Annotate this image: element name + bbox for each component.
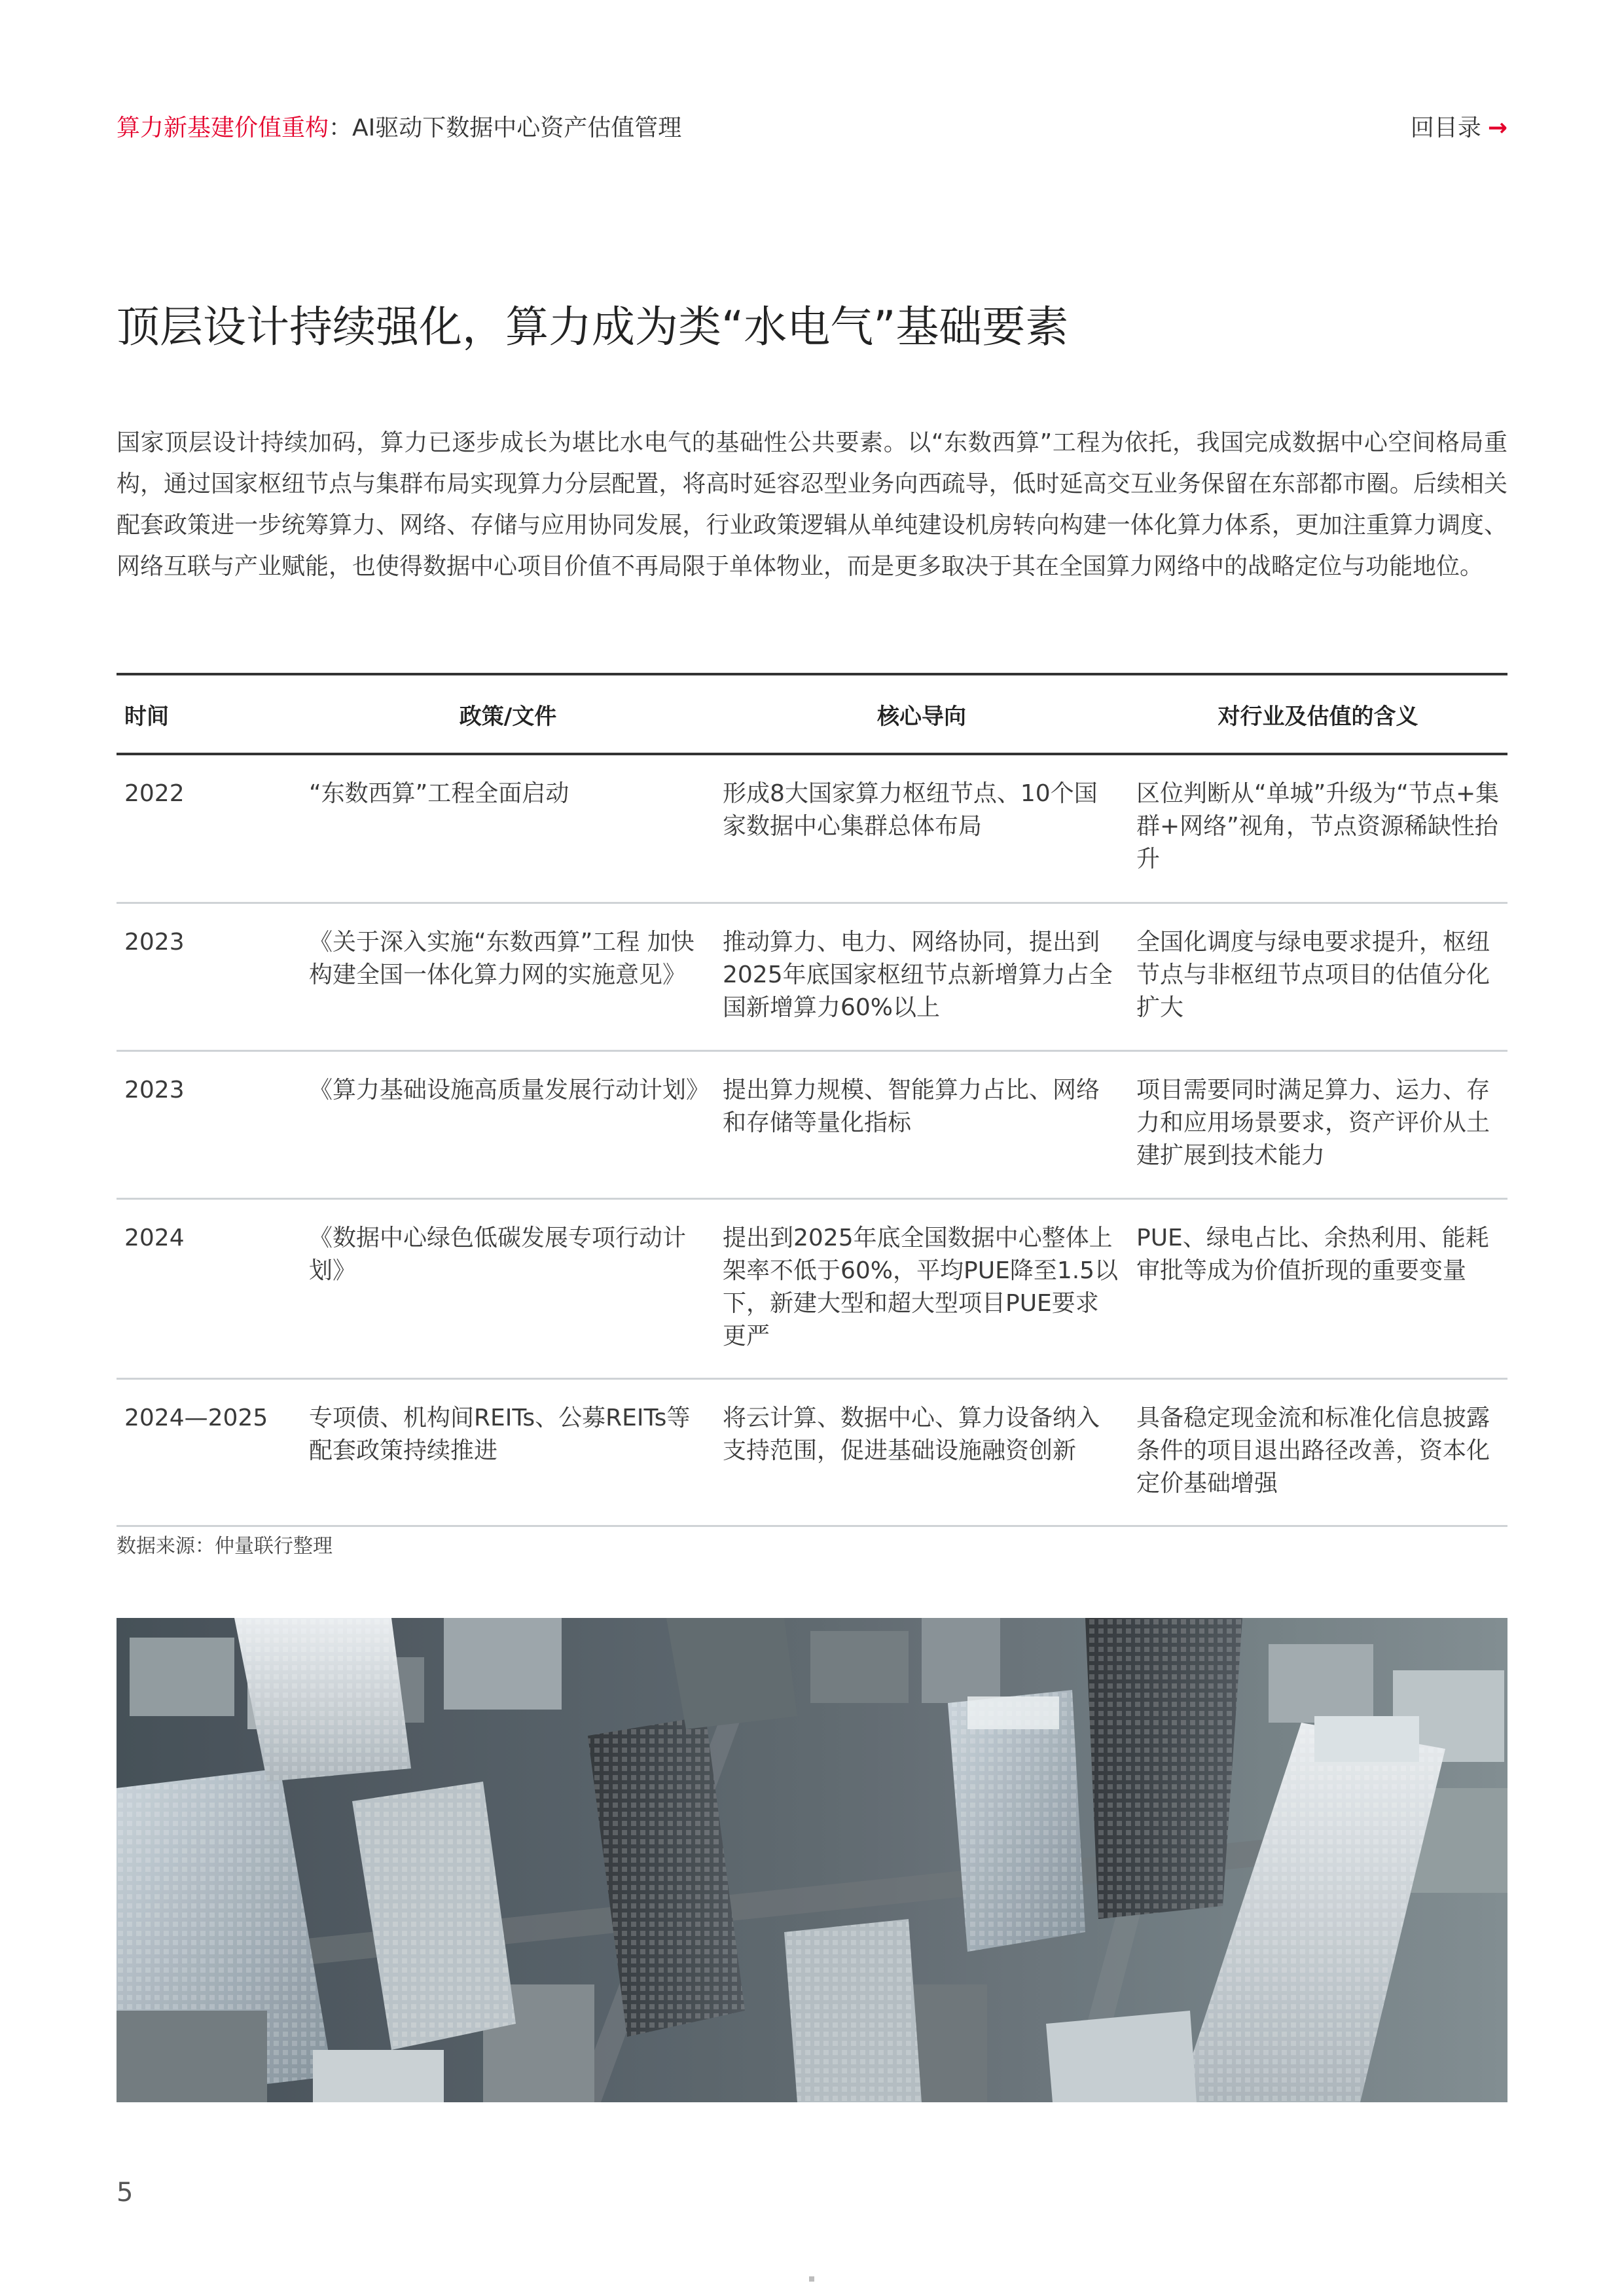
cell-orientation: 形成8大国家算力枢纽节点、10个国家数据中心集群总体布局 xyxy=(715,754,1128,903)
cell-orientation: 提出算力规模、智能算力占比、网络和存储等量化指标 xyxy=(715,1051,1128,1199)
report-title-subtitle: ：AI驱动下数据中心资产估值管理 xyxy=(329,115,682,141)
column-header-orientation: 核心导向 xyxy=(715,674,1128,754)
column-header-time: 时间 xyxy=(117,674,301,754)
cell-implication: 项目需要同时满足算力、运力、存力和应用场景要求，资产评价从土建扩展到技术能力 xyxy=(1128,1051,1507,1199)
cell-implication: 区位判断从“单城”升级为“节点+集群+网络”视角，节点资源稀缺性抬升 xyxy=(1128,754,1507,903)
cell-orientation: 推动算力、电力、网络协同，提出到2025年底国家枢纽节点新增算力占全国新增算力60%以上 xyxy=(715,903,1128,1051)
column-header-policy: 政策/文件 xyxy=(301,674,715,754)
toc-label: 回目录 xyxy=(1410,115,1481,141)
data-source-note: 数据来源：仲量联行整理 xyxy=(117,1535,333,1558)
policy-table xyxy=(117,673,1507,1527)
cell-time: 2022 xyxy=(117,754,301,903)
intro-paragraph: 国家顶层设计持续加码，算力已逐步成长为堪比水电气的基础性公共要素。以“东数西算”工程为依托，我国完成数据中心空间格局重构，通过国家枢纽节点与集群布局实现算力分层配置，将高时延容忍型业务向西疏导，低时延高交互业务保留在东部都市圈。后续相关配套政策进一步统筹算力、网络、存储与应用协同发展，行业政策逻辑从单纯建设机房转向构建一体化算力体系，更加注重算力调度、网络互联与产业赋能，也使得数据中心项目价值不再局限于单体物业，而是更多取决于其在全国算力网络中的战略定位与功能地位。 xyxy=(117,429,1507,580)
footer-dot xyxy=(809,2276,814,2282)
section-title: 顶层设计持续强化，算力成为类“水电气”基础要素 xyxy=(117,302,1069,352)
page-number: 5 xyxy=(117,2178,134,2208)
cell-implication: 具备稳定现金流和标准化信息披露条件的项目退出路径改善，资本化定价基础增强 xyxy=(1128,1379,1507,1526)
cell-orientation: 提出到2025年底全国数据中心整体上架率不低于60%，平均PUE降至1.5以下，新建大型和超大型项目PUE要求更严 xyxy=(715,1199,1128,1379)
report-title xyxy=(117,110,681,147)
cell-policy: 《关于深入实施“东数西算”工程 加快构建全国一体化算力网的实施意见》 xyxy=(301,903,715,1051)
table-row xyxy=(117,1379,1507,1526)
cell-time: 2023 xyxy=(117,903,301,1051)
cell-policy: 《数据中心绿色低碳发展专项行动计划》 xyxy=(301,1199,715,1379)
table-row xyxy=(117,1051,1507,1199)
column-header-implication: 对行业及估值的含义 xyxy=(1128,674,1507,754)
table-row xyxy=(117,1199,1507,1379)
cell-implication: 全国化调度与绿电要求提升，枢纽节点与非枢纽节点项目的估值分化扩大 xyxy=(1128,903,1507,1051)
table-header-row xyxy=(117,674,1507,754)
cell-orientation: 将云计算、数据中心、算力设备纳入支持范围，促进基础设施融资创新 xyxy=(715,1379,1128,1526)
cell-time: 2024—2025 xyxy=(117,1379,301,1526)
cell-policy: 专项债、机构间REITs、公募REITs等配套政策持续推进 xyxy=(301,1379,715,1526)
table-row xyxy=(117,754,1507,903)
cell-time: 2023 xyxy=(117,1051,301,1199)
cell-time: 2024 xyxy=(117,1199,301,1379)
page-header xyxy=(117,110,1507,149)
table-row xyxy=(117,903,1507,1051)
city-aerial-photo xyxy=(117,1618,1507,2102)
cell-policy: 《算力基础设施高质量发展行动计划》 xyxy=(301,1051,715,1199)
cell-implication: PUE、绿电占比、余热利用、能耗审批等成为价值折现的重要变量 xyxy=(1128,1199,1507,1379)
cell-policy: “东数西算”工程全面启动 xyxy=(301,754,715,903)
report-title-accent: 算力新基建价值重构 xyxy=(117,115,329,141)
arrow-right-icon: → xyxy=(1487,115,1507,141)
back-to-contents-link[interactable] xyxy=(1411,110,1507,147)
